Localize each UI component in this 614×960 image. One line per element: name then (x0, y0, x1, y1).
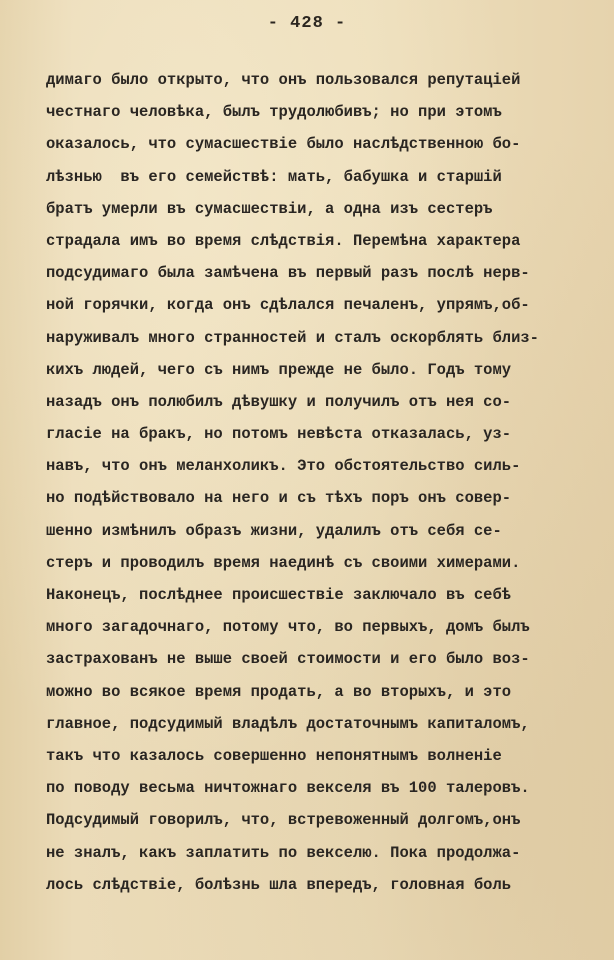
text-line: ной горячки, когда онъ сдѣлался печаленъ, упрямъ,об- (46, 296, 530, 315)
text-line: кихъ людей, чего съ нимъ прежде не было. Годъ тому (46, 360, 512, 379)
page-number: - 428 - (267, 14, 347, 33)
text-line: лѣзнью въ его семействѣ: мать, бабушка и старшiй (46, 167, 502, 186)
text-line: стеръ и проводилъ время наединѣ съ своими химерами. (46, 553, 521, 572)
text-line: лось слѣдствiе, болѣзнь шла впередъ, головная боль (46, 875, 512, 894)
text-line: не зналъ, какъ заплатить по векселю. Пока продолжа- (46, 843, 521, 862)
text-line: подсудимаго была замѣчена въ первый разъ послѣ нерв- (46, 264, 530, 283)
text-line: много загадочнаго, потому что, во первыхъ, домъ былъ (46, 618, 530, 637)
text-line: наруживалъ много странностей и сталъ оскорблять близ- (46, 328, 539, 347)
text-line: по поводу весьма ничтожнаго векселя въ 100 талеровъ. (46, 779, 530, 798)
text-line: главное, подсудимый владѣлъ достаточнымъ капиталомъ, (46, 714, 530, 733)
text-line: честнаго человѣка, былъ трудолюбивъ; но при этомъ (46, 103, 502, 122)
text-line: но подѣйствовало на него и съ тѣхъ поръ онъ совер- (46, 489, 512, 508)
text-line: навъ, что онъ меланхоликъ. Это обстоятельство силь- (46, 457, 521, 476)
text-line: назадъ онъ полюбилъ дѣвушку и получилъ отъ нея со- (46, 392, 512, 411)
text-line: Наконецъ, послѣднее происшествiе заключало въ себѣ (46, 586, 512, 604)
text-line: димаго было открыто, что онъ пользовался репутацiей (46, 71, 521, 89)
text-line: братъ умерли въ сумасшествiи, а одна изъ сестеръ (46, 199, 493, 218)
body-text (46, 64, 586, 901)
text-line: Подсудимый говорилъ, что, встревоженный долгомъ,онъ (46, 811, 521, 830)
text-line: оказалось, что сумасшествiе было наслѣдственною бо- (46, 135, 521, 154)
text-line: можно во всякое время продать, а во вторыхъ, и это (46, 682, 512, 701)
text-line: шенно измѣнилъ образъ жизни, удалилъ отъ себя се- (46, 521, 502, 540)
text-line: такъ что казалось совершенно непонятнымъ волненiе (46, 746, 502, 765)
text-line: застрахованъ не выше своей стоимости и его было воз- (46, 650, 530, 669)
text-line: гласiе на бракъ, но потомъ невѣста отказалась, уз- (46, 425, 512, 444)
text-line: страдала имъ во время слѣдствiя. Перемѣна характера (46, 231, 521, 250)
